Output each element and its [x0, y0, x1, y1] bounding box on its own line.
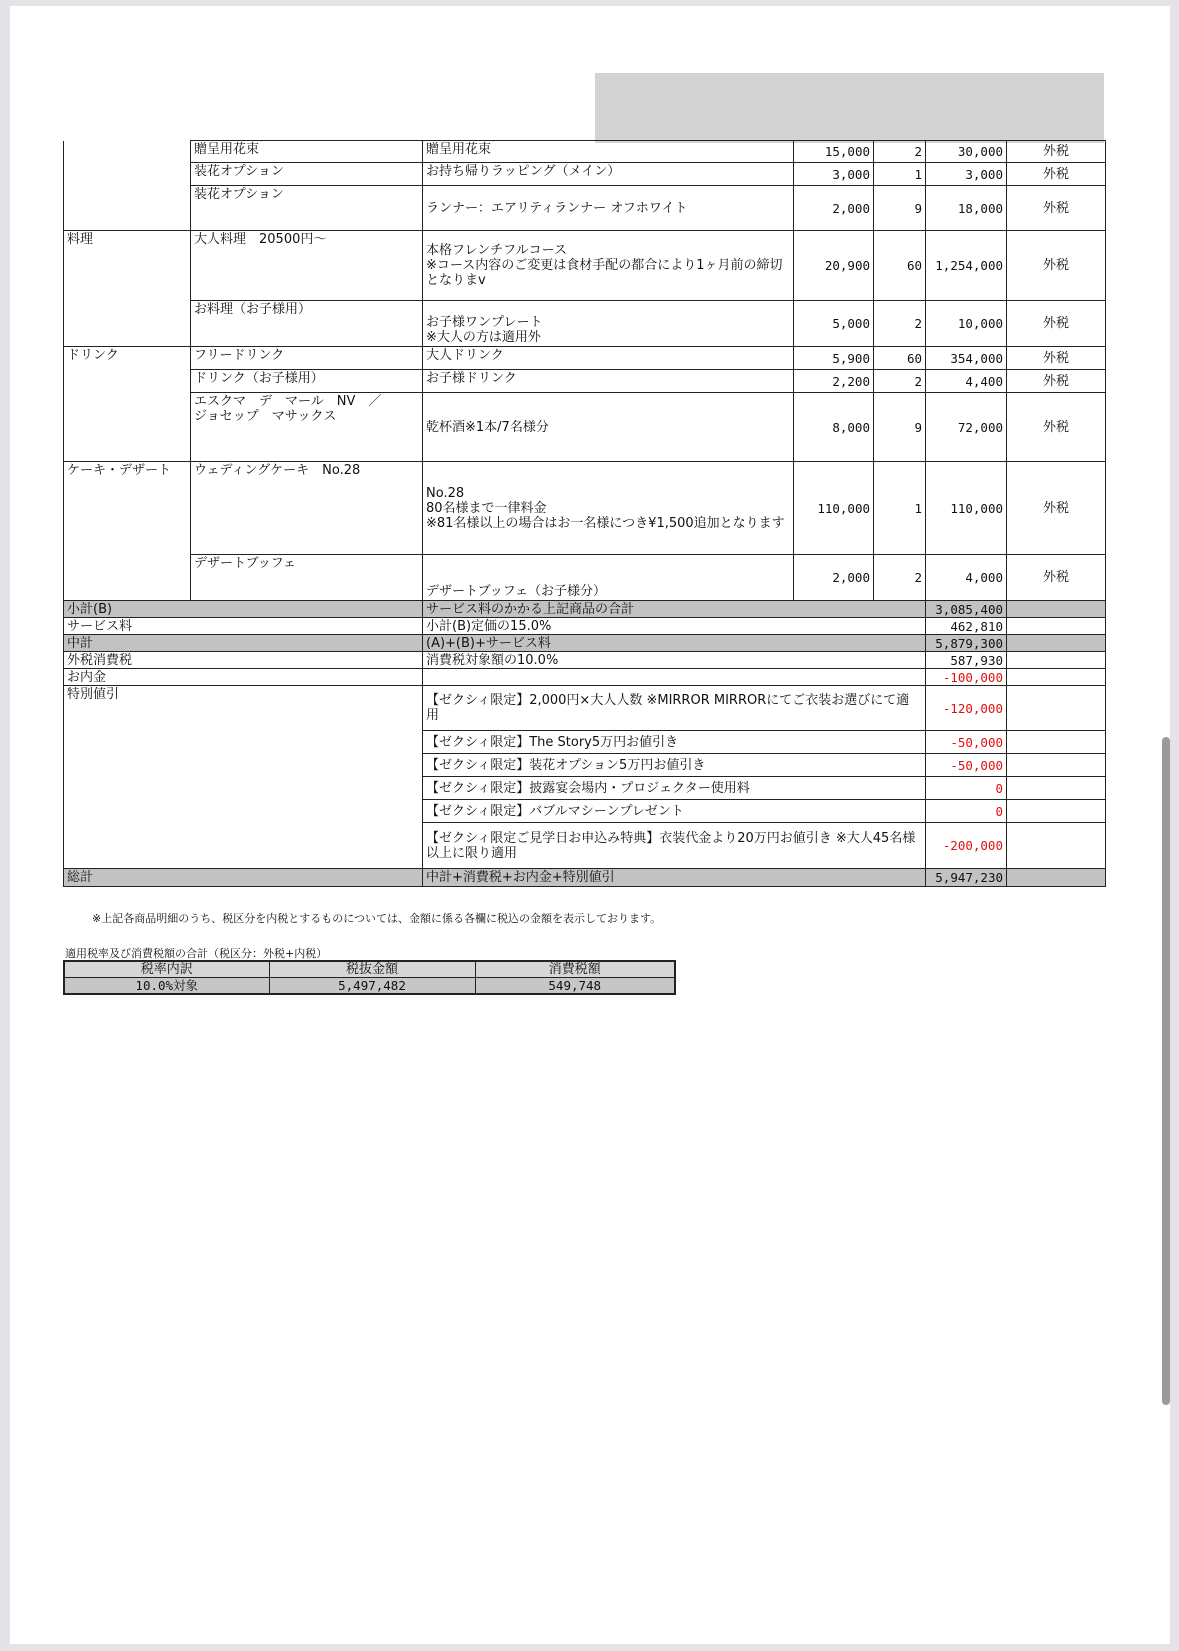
discount-label: 特別値引	[64, 686, 423, 869]
empty-cell	[1007, 669, 1106, 686]
tax-type-cell: 外税	[1007, 555, 1106, 601]
item-cell: 装花オプション	[191, 186, 423, 231]
category-cell: 料理	[64, 231, 191, 301]
item-cell: 贈呈用花束	[191, 141, 423, 163]
discount-desc: 【ゼクシィ限定】2,000円×大人人数 ※MIRROR MIRRORにてご衣装お選びにて適用	[423, 686, 926, 731]
amount-cell: 18,000	[926, 186, 1007, 231]
redacted-block	[595, 73, 1104, 143]
qty-cell: 1	[874, 163, 926, 186]
price-cell: 2,000	[794, 555, 874, 601]
empty-cell	[1007, 618, 1106, 635]
service-row	[64, 618, 1106, 635]
table-row	[64, 231, 1106, 301]
amount-cell: 30,000	[926, 141, 1007, 163]
scrollbar[interactable]	[1162, 737, 1170, 1405]
category-cell	[64, 370, 191, 393]
discount-amount: -50,000	[926, 731, 1007, 754]
tax-desc: 消費税対象額の10.0%	[423, 652, 926, 669]
service-label: サービス料	[64, 618, 423, 635]
table-row	[64, 347, 1106, 370]
desc-cell: お子様ドリンク	[423, 370, 794, 393]
tax-type-cell: 外税	[1007, 231, 1106, 301]
discount-amount: 0	[926, 800, 1007, 823]
tax-data-row	[64, 978, 675, 995]
price-cell: 110,000	[794, 462, 874, 555]
tax-type-cell: 外税	[1007, 186, 1106, 231]
tax-type-cell: 外税	[1007, 462, 1106, 555]
empty-cell	[1007, 686, 1106, 731]
tax-summary-title: 適用税率及び消費税額の合計（税区分：外税+内税）	[65, 947, 328, 960]
amount-cell: 110,000	[926, 462, 1007, 555]
discount-desc: 【ゼクシィ限定】披露宴会場内・プロジェクター使用料	[423, 777, 926, 800]
desc-cell: お子様ワンプレート ※大人の方は適用外	[423, 301, 794, 347]
item-cell: フリードリンク	[191, 347, 423, 370]
empty-cell	[1007, 652, 1106, 669]
discount-amount: 0	[926, 777, 1007, 800]
discount-amount: -50,000	[926, 754, 1007, 777]
tax-header-cell: 税率内訳	[64, 961, 269, 978]
amount-cell: 72,000	[926, 393, 1007, 462]
desc-cell: お持ち帰りラッピング（メイン）	[423, 163, 794, 186]
price-cell: 15,000	[794, 141, 874, 163]
discount-amount: -120,000	[926, 686, 1007, 731]
empty-cell	[1007, 823, 1106, 869]
footnote: ※上記各商品明細のうち、税区分を内税とするものについては、金額に係る各欄に税込の金額を表示しております。	[92, 912, 662, 925]
table-row	[64, 393, 1106, 462]
qty-cell: 2	[874, 141, 926, 163]
price-cell: 2,200	[794, 370, 874, 393]
tax-label: 外税消費税	[64, 652, 423, 669]
discount-desc: 【ゼクシィ限定】The Story5万円お値引き	[423, 731, 926, 754]
qty-cell: 9	[874, 186, 926, 231]
empty-cell	[1007, 731, 1106, 754]
desc-cell: 大人ドリンク	[423, 347, 794, 370]
category-cell	[64, 555, 191, 601]
category-cell	[64, 141, 191, 163]
discount-desc: 【ゼクシィ限定】バブルマシーンプレゼント	[423, 800, 926, 823]
estimate-table	[63, 140, 1106, 887]
item-cell: エスクマ デ マール NV ／ ジョセップ マサックス	[191, 393, 423, 462]
amount-cell: 354,000	[926, 347, 1007, 370]
table-row	[64, 163, 1106, 186]
qty-cell: 2	[874, 301, 926, 347]
total-label: 総計	[64, 869, 423, 887]
table-row	[64, 186, 1106, 231]
empty-cell	[1007, 869, 1106, 887]
item-cell: 大人料理 20500円～	[191, 231, 423, 301]
deposit-desc	[423, 669, 926, 686]
qty-cell: 60	[874, 231, 926, 301]
qty-cell: 2	[874, 555, 926, 601]
discount-amount: -200,000	[926, 823, 1007, 869]
tax-type-cell: 外税	[1007, 163, 1106, 186]
item-cell: デザートブッフェ	[191, 555, 423, 601]
amount-cell: 1,254,000	[926, 231, 1007, 301]
tax-exclusive-cell: 5,497,482	[269, 978, 475, 995]
category-cell: ドリンク	[64, 347, 191, 370]
tax-type-cell: 外税	[1007, 393, 1106, 462]
table-row	[64, 301, 1106, 347]
price-cell: 3,000	[794, 163, 874, 186]
desc-cell: No.28 80名様まで一律料金 ※81名様以上の場合はお一名様につき¥1,500追加となります	[423, 462, 794, 555]
desc-cell: 本格フレンチフルコース ※コース内容のご変更は食材手配の都合により1ヶ月前の締切となりまv	[423, 231, 794, 301]
deposit-row	[64, 669, 1106, 686]
service-desc: 小計(B)定価の15.0%	[423, 618, 926, 635]
subtotal-desc: サービス料のかかる上記商品の合計	[423, 601, 926, 618]
desc-cell: ランナー：エアリティランナー オフホワイト	[423, 186, 794, 231]
amount-cell: 3,000	[926, 163, 1007, 186]
category-cell	[64, 301, 191, 347]
item-cell: ウェディングケーキ No.28	[191, 462, 423, 555]
qty-cell: 60	[874, 347, 926, 370]
price-cell: 8,000	[794, 393, 874, 462]
tax-type-cell: 外税	[1007, 141, 1106, 163]
item-cell: ドリンク（お子様用）	[191, 370, 423, 393]
table-row	[64, 462, 1106, 555]
deposit-amount: -100,000	[926, 669, 1007, 686]
amount-cell: 10,000	[926, 301, 1007, 347]
empty-cell	[1007, 754, 1106, 777]
service-amount: 462,810	[926, 618, 1007, 635]
total-row	[64, 869, 1106, 887]
category-cell	[64, 186, 191, 231]
item-cell: 装花オプション	[191, 163, 423, 186]
midtotal-desc: (A)+(B)+サービス料	[423, 635, 926, 652]
desc-cell: 乾杯酒※1本/7名様分	[423, 393, 794, 462]
deposit-label: お内金	[64, 669, 423, 686]
price-cell: 5,000	[794, 301, 874, 347]
price-cell: 5,900	[794, 347, 874, 370]
discount-row	[64, 686, 1106, 731]
midtotal-row	[64, 635, 1106, 652]
table-row	[64, 370, 1106, 393]
item-cell: お料理（お子様用）	[191, 301, 423, 347]
tax-type-cell: 外税	[1007, 347, 1106, 370]
amount-cell: 4,000	[926, 555, 1007, 601]
tax-row	[64, 652, 1106, 669]
tax-header-cell: 税抜金額	[269, 961, 475, 978]
discount-desc: 【ゼクシィ限定ご見学日お申込み特典】衣装代金より20万円お値引き ※大人45名様以上に限り適用	[423, 823, 926, 869]
tax-type-cell: 外税	[1007, 301, 1106, 347]
empty-cell	[1007, 601, 1106, 618]
desc-cell: 贈呈用花束	[423, 141, 794, 163]
tax-summary-table	[63, 960, 676, 995]
subtotal-row	[64, 601, 1106, 618]
midtotal-amount: 5,879,300	[926, 635, 1007, 652]
empty-cell	[1007, 777, 1106, 800]
qty-cell: 1	[874, 462, 926, 555]
table-row	[64, 555, 1106, 601]
category-cell: ケーキ・デザート	[64, 462, 191, 555]
qty-cell: 9	[874, 393, 926, 462]
amount-cell: 4,400	[926, 370, 1007, 393]
total-desc: 中計+消費税+お内金+特別値引	[423, 869, 926, 887]
table-row	[64, 141, 1106, 163]
discount-desc: 【ゼクシィ限定】装花オプション5万円お値引き	[423, 754, 926, 777]
tax-header-cell: 消費税額	[475, 961, 675, 978]
tax-amount: 587,930	[926, 652, 1007, 669]
qty-cell: 2	[874, 370, 926, 393]
subtotal-label: 小計(B)	[64, 601, 423, 618]
desc-cell: デザートブッフェ（お子様分）	[423, 555, 794, 601]
price-cell: 2,000	[794, 186, 874, 231]
subtotal-amount: 3,085,400	[926, 601, 1007, 618]
tax-type-cell: 外税	[1007, 370, 1106, 393]
category-cell	[64, 393, 191, 462]
empty-cell	[1007, 635, 1106, 652]
tax-amount-cell: 549,748	[475, 978, 675, 995]
empty-cell	[1007, 800, 1106, 823]
total-amount: 5,947,230	[926, 869, 1007, 887]
midtotal-label: 中計	[64, 635, 423, 652]
price-cell: 20,900	[794, 231, 874, 301]
category-cell	[64, 163, 191, 186]
tax-header-row	[64, 961, 675, 978]
tax-rate-cell: 10.0%対象	[64, 978, 269, 995]
